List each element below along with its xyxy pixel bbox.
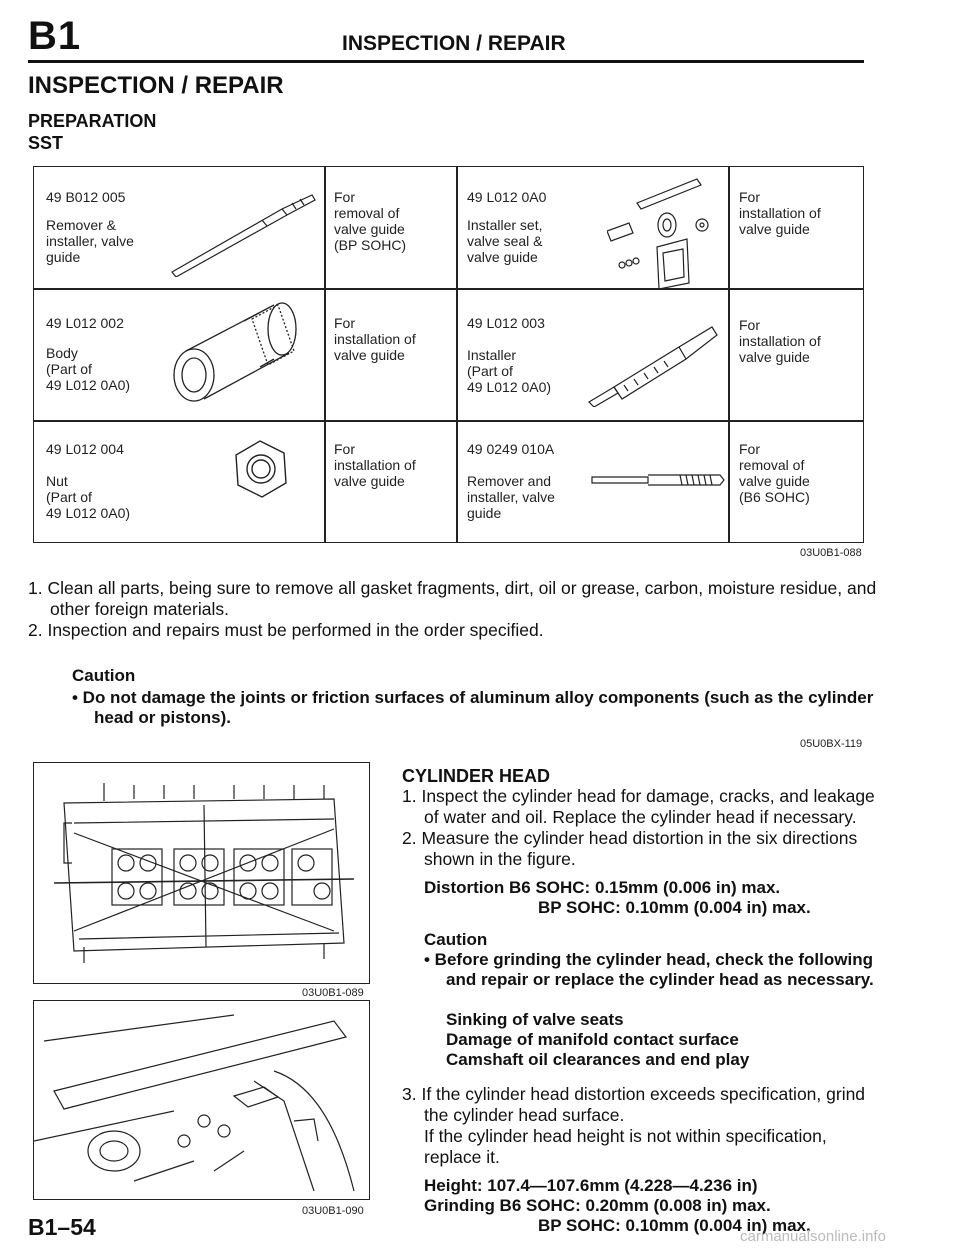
cylinder-head-step-2: 2. Measure the cylinder head distortion in the six directions shown in the figure.	[402, 828, 858, 869]
page-heading: INSPECTION / REPAIR	[28, 72, 284, 99]
caution-label: Caution	[72, 666, 136, 685]
sst-part-number: 49 L012 0A0	[467, 189, 547, 205]
figure-1-code: 03U0B1-089	[302, 987, 364, 999]
cylinder-head-step-3-note: If the cylinder head height is not within specification, replace it.	[424, 1126, 827, 1167]
sst-tool-name: Remover and installer, valve guide	[467, 473, 555, 521]
sst-tool-use: For removal of valve guide (BP SOHC)	[334, 189, 407, 253]
distortion-spec-b6: Distortion B6 SOHC: 0.15mm (0.006 in) max.	[424, 878, 781, 897]
sst-tool-name: Installer (Part of 49 L012 0A0)	[467, 347, 552, 395]
sst-tool-name: Remover & installer, valve guide	[46, 217, 134, 265]
sst-table	[33, 166, 864, 543]
cylinder-head-illustration	[34, 763, 368, 981]
sst-tool-use: For installation of valve guide	[739, 317, 821, 365]
sst-tool-name: Body (Part of 49 L012 0A0)	[46, 345, 131, 393]
figure-2-code: 03U0B1-090	[302, 1205, 364, 1217]
sst-figure-code: 03U0B1-088	[800, 547, 862, 559]
nut-illustration	[220, 431, 300, 511]
cylinder-head-title: CYLINDER HEAD	[402, 766, 551, 786]
cylinder-head-caution-label: Caution	[424, 930, 488, 949]
straight-edge-measurement-illustration	[34, 1001, 368, 1197]
grinding-spec-bp: BP SOHC: 0.10mm (0.004 in) max.	[538, 1216, 811, 1235]
installer-illustration	[584, 307, 719, 407]
cylinder-head-caution-text: • Before grinding the cylinder head, check the following and repair or replace the cylinder head as necessary.	[424, 950, 874, 989]
caution-item: Camshaft oil clearances and end play	[446, 1050, 750, 1069]
sst-tool-use: For installation of valve guide	[334, 315, 416, 363]
caution-text: • Do not damage the joints or friction surfaces of aluminum alloy components (such as the cylinder head or pistons).	[72, 688, 874, 727]
header-rule	[28, 60, 864, 63]
installer-body-illustration	[164, 295, 304, 405]
running-header-title: INSPECTION / REPAIR	[342, 32, 566, 55]
watermark: carmanualsonline.info	[740, 1228, 886, 1245]
sst-part-number: 49 L012 003	[467, 315, 545, 331]
caution-item: Sinking of valve seats	[446, 1010, 624, 1029]
cylinder-head-distortion-figure	[33, 762, 370, 999]
intro-step-1: 1. Clean all parts, being sure to remove all gasket fragments, dirt, oil or grease, carbon, moisture residue, and other foreign materials.	[28, 578, 877, 619]
sst-part-number: 49 B012 005	[46, 189, 126, 205]
grinding-spec-b6: Grinding B6 SOHC: 0.20mm (0.008 in) max.	[424, 1196, 771, 1215]
page-number: B1–54	[28, 1214, 96, 1240]
sst-part-number: 49 L012 004	[46, 441, 124, 457]
remover-installer-tool-illustration	[162, 187, 322, 277]
sst-tool-name: Nut (Part of 49 L012 0A0)	[46, 473, 131, 521]
cylinder-head-step-1: 1. Inspect the cylinder head for damage, cracks, and leakage of water and oil. Replace the cylinder head if necessary.	[402, 786, 875, 827]
sst-tool-use: For installation of valve guide	[334, 441, 416, 489]
cylinder-head-measurement-figure	[33, 1000, 370, 1217]
sst-tool-use: For installation of valve guide	[739, 189, 821, 237]
preparation-label: PREPARATION SST	[28, 111, 157, 153]
section-code: B1	[28, 14, 82, 58]
height-spec: Height: 107.4—107.6mm (4.228—4.236 in)	[424, 1176, 758, 1195]
intro-code: 05U0BX-119	[800, 738, 863, 750]
sst-part-number: 49 L012 002	[46, 315, 124, 331]
sst-label: SST	[28, 133, 64, 153]
sst-tool-name: Installer set, valve seal & valve guide	[467, 217, 543, 265]
intro-step-2: 2. Inspection and repairs must be performed in the order specified.	[28, 620, 544, 640]
installer-set-illustration	[607, 173, 717, 288]
caution-item: Damage of manifold contact surface	[446, 1030, 739, 1049]
remover-installer-b6-illustration	[590, 465, 725, 495]
distortion-spec-bp: BP SOHC: 0.10mm (0.004 in) max.	[538, 898, 811, 917]
cylinder-head-step-3: 3. If the cylinder head distortion exceeds specification, grind the cylinder head surface.	[402, 1084, 866, 1125]
sst-part-number: 49 0249 010A	[467, 441, 555, 457]
sst-tool-use: For removal of valve guide (B6 SOHC)	[739, 441, 810, 505]
